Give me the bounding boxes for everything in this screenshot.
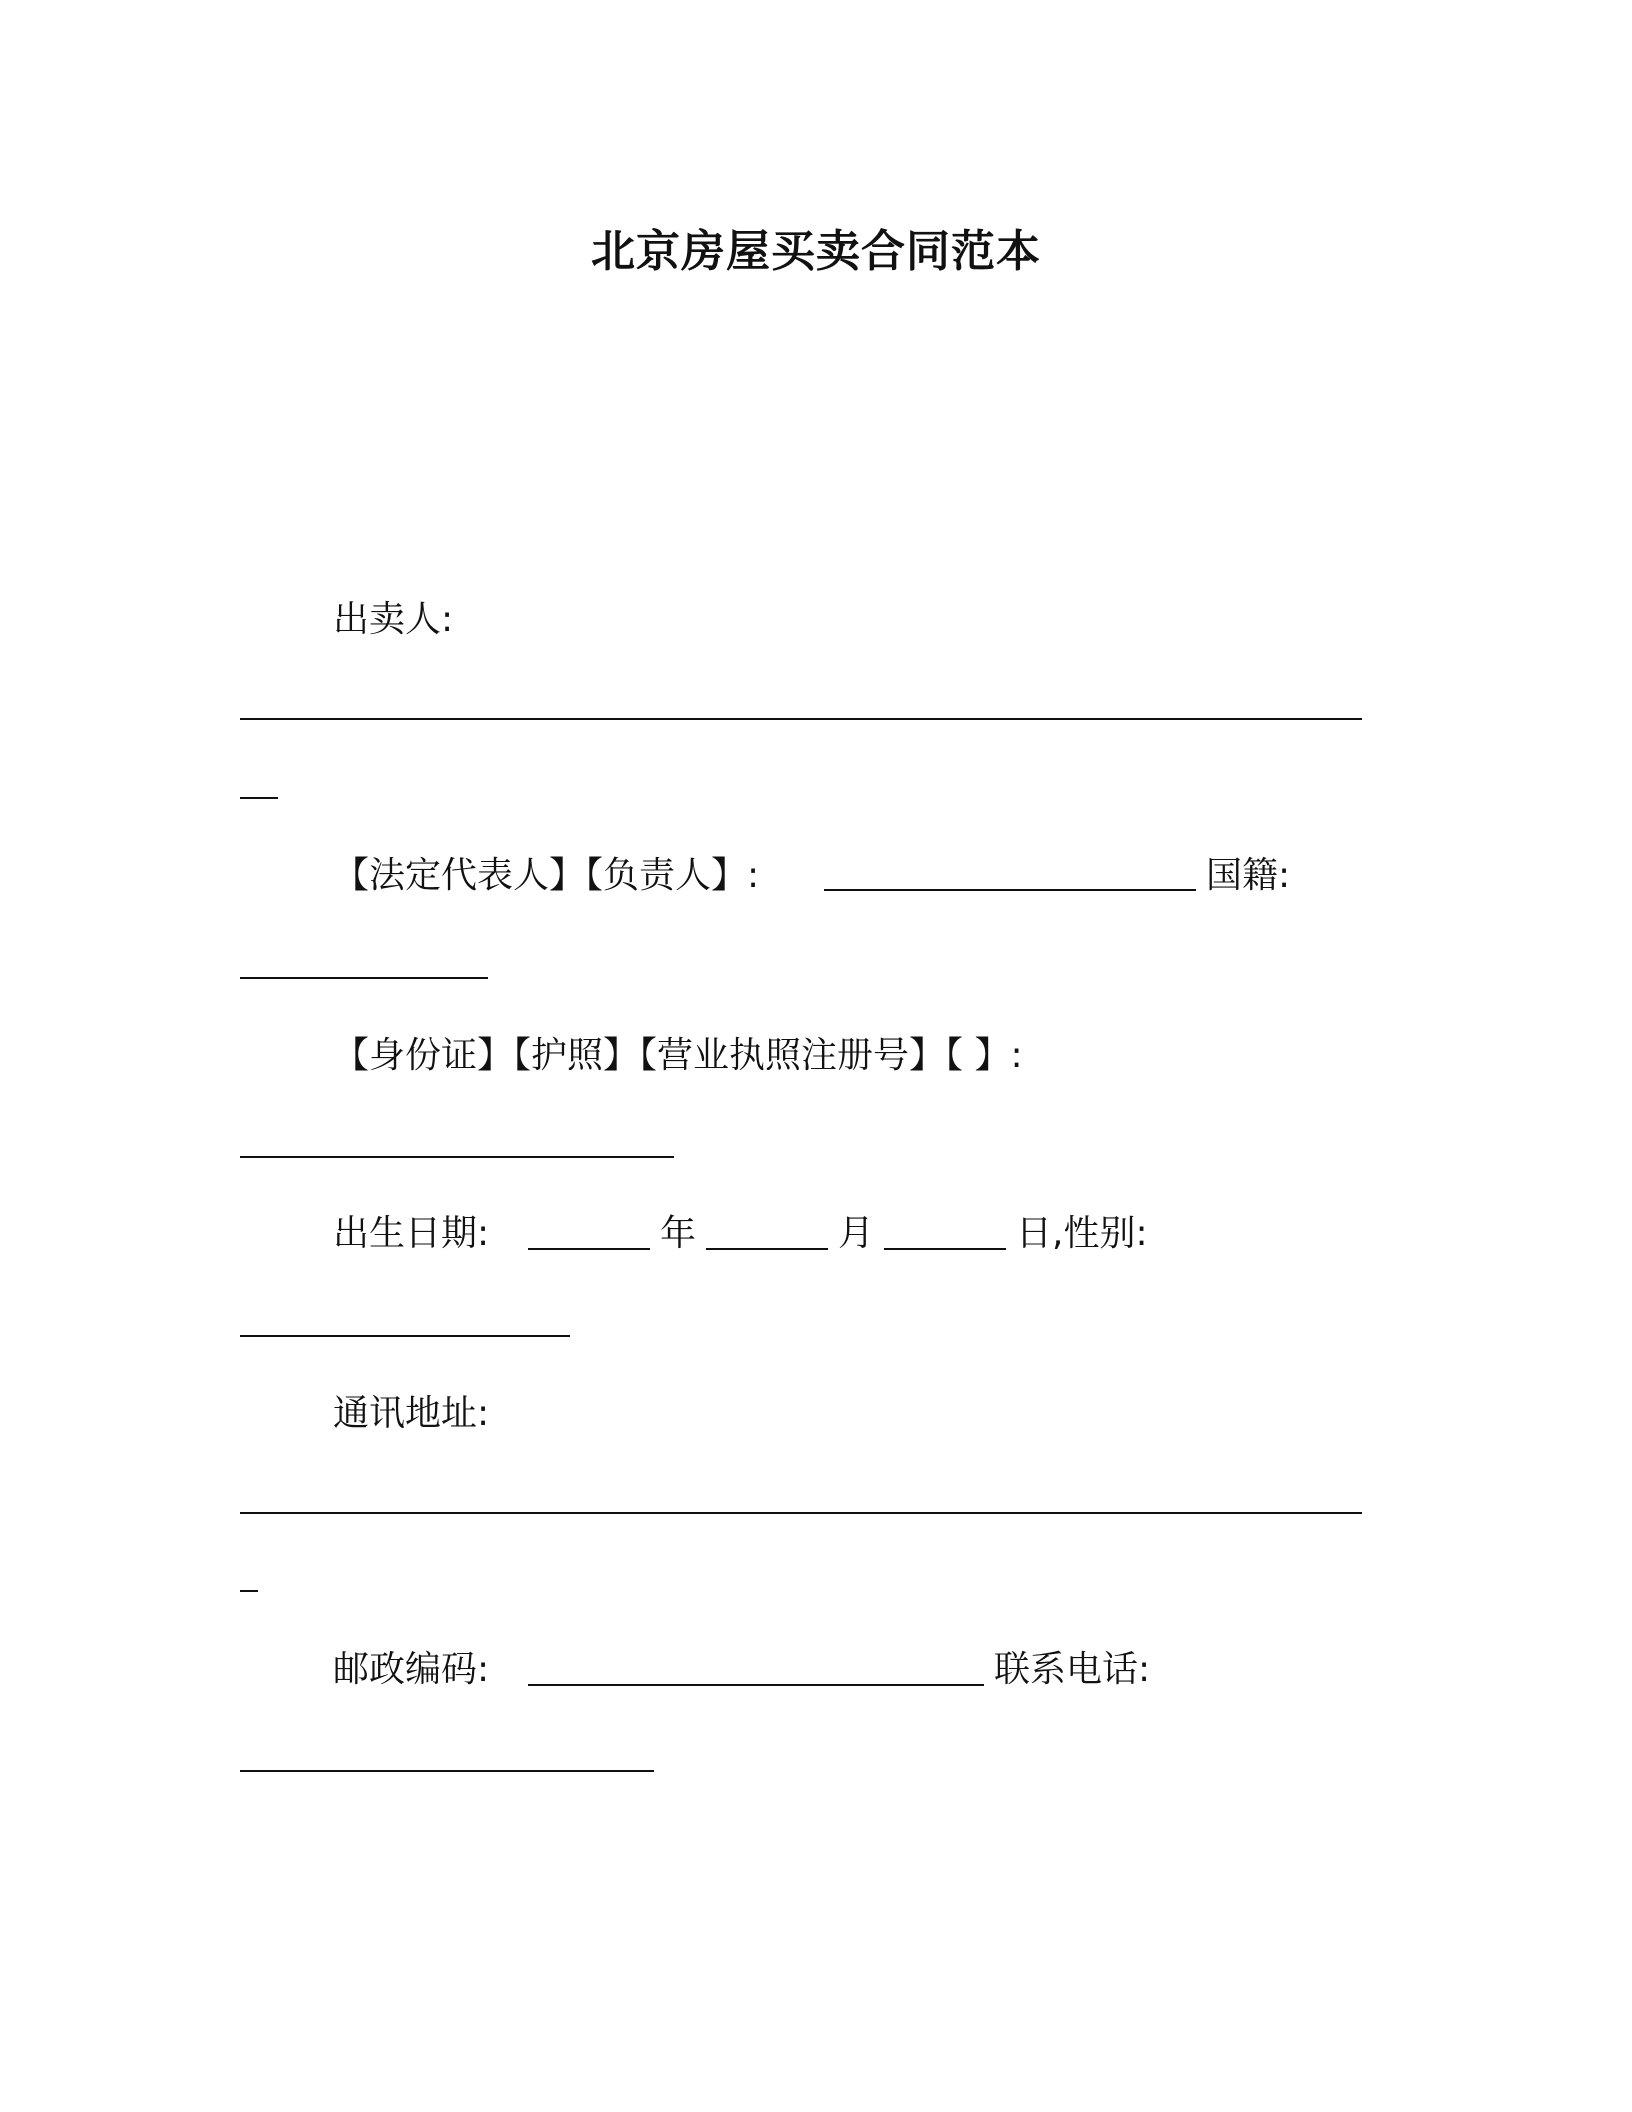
month-label: 月 [838,1213,875,1254]
address-blank[interactable] [240,1512,1362,1514]
phone-label: 联系电话: [994,1649,1151,1690]
birth-day-blank[interactable] [884,1248,1006,1250]
gender-blank[interactable] [240,1335,570,1337]
legal-rep-line [333,852,759,900]
address-blank-continued[interactable] [240,1590,258,1592]
nationality-label: 国籍: [1206,855,1291,896]
birth-label: 出生日期: [333,1213,490,1254]
birth-month-blank[interactable] [706,1248,828,1250]
seller-name-blank[interactable] [240,718,1362,720]
address-label: 通讯地址: [333,1393,490,1434]
legal-rep-blank[interactable] [824,889,1196,891]
phone-blank[interactable] [240,1770,654,1772]
postal-code-blank[interactable] [528,1684,984,1686]
day-gender-label: 日,性别: [1016,1213,1148,1254]
seller-name-blank-continued[interactable] [240,797,278,799]
document-title: 北京房屋买卖合同范本 [591,226,1041,277]
seller-label: 出卖人: [333,599,454,640]
nationality-blank[interactable] [240,977,488,979]
year-label: 年 [660,1213,697,1254]
postal-label: 邮政编码: [333,1649,490,1690]
legal-rep-label: 【法定代表人】【负责人】: [333,855,760,896]
id-label: 【身份证】【护照】【营业执照注册号】【 】: [333,1035,1023,1076]
id-number-blank[interactable] [240,1156,674,1158]
birth-year-blank[interactable] [528,1248,650,1250]
